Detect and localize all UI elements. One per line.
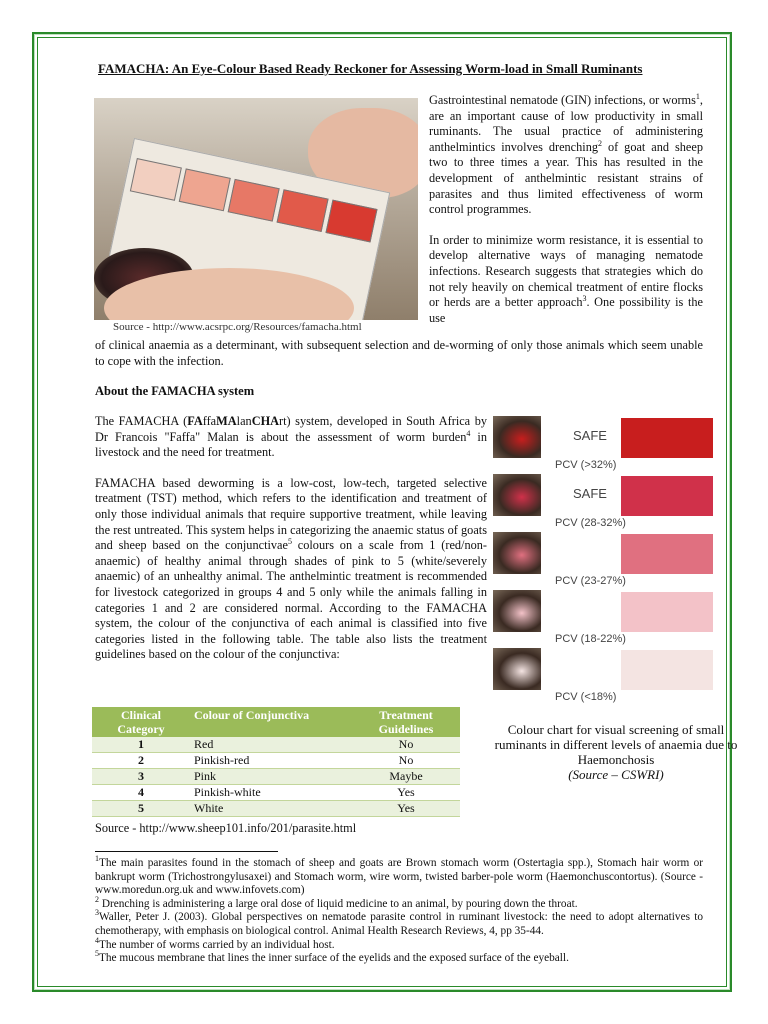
document-title: FAMACHA: An Eye-Colour Based Ready Reckoner for Assessing Worm-load in Small Ruminants bbox=[98, 61, 643, 76]
cell-category: 5 bbox=[92, 801, 190, 817]
pcv-label: PCV (28-32%) bbox=[555, 517, 626, 529]
text-run: rt bbox=[279, 414, 287, 428]
footnote-ref: 4 bbox=[466, 428, 471, 438]
colour-chart-row bbox=[493, 474, 719, 532]
intro-paragraph-2 bbox=[429, 233, 703, 327]
intro-continuation: of clinical anaemia as a determinant, with subsequent selection and de-worming of only those animals which seem unable to cope with the infection. bbox=[95, 338, 703, 368]
text-run: ) system, developed in South Africa by Dr Francois "Faffa" Malan is about the assessment of worm burden bbox=[95, 414, 487, 444]
colour-swatch bbox=[621, 650, 713, 690]
cell-guideline: No bbox=[352, 737, 460, 753]
colour-chart-row bbox=[493, 590, 719, 648]
pcv-label: PCV (>32%) bbox=[555, 459, 617, 471]
text-run: lan bbox=[236, 414, 252, 428]
intro-text bbox=[429, 93, 703, 341]
colour-swatch bbox=[621, 418, 713, 458]
table-source: Source - http://www.sheep101.info/201/parasite.html bbox=[95, 821, 357, 835]
footnote-ref: 5 bbox=[287, 537, 292, 547]
footnote bbox=[95, 895, 703, 912]
text-run: . One possibility is the use bbox=[429, 295, 703, 325]
pcv-label: PCV (23-27%) bbox=[555, 575, 626, 587]
colour-swatch bbox=[621, 476, 713, 516]
colour-chart-row bbox=[493, 532, 719, 590]
colour-swatch bbox=[621, 592, 713, 632]
text-run: colours on a scale from 1 (red/non-anaemic) of healthy animal through shades of pink to 5 (white/severely anaemic) of an unhealthy animal. The anthelmintic treatment is recommended for livestock categorized in groups 4 and 5 only while the animals falling in categories 1 and 2 are considered normal. According to the FAMACHA system, the colour of the conjunctiva of each animal is classified into five categories listed in the following table. The table also lists the treatment guidelines based on the colour of the conjunctiva: bbox=[95, 538, 488, 662]
footnote bbox=[95, 949, 703, 966]
safe-label: SAFE bbox=[573, 486, 607, 501]
cell-colour: Red bbox=[190, 737, 352, 753]
cell-category: 4 bbox=[92, 785, 190, 801]
footnote-ref: 3 bbox=[582, 294, 587, 304]
conjunctiva-photo bbox=[493, 648, 541, 690]
footnote-ref: 2 bbox=[598, 138, 603, 148]
footnote-number: 3 bbox=[95, 908, 99, 918]
footnote-text: The main parasites found in the stomach of sheep and goats are Brown stomach worm (Ostertagia spp.), Stomach hair worm or bankrupt worm (Trichostrongylusaxei) and Stomach worm, wire worm, twisted barber-pole worm (Haemonchuscontortus). (Source - www.moredun.org.uk and www.infovets.com) bbox=[95, 857, 703, 897]
footnote bbox=[95, 854, 703, 898]
card-swatch bbox=[277, 189, 329, 232]
footnote-text: Waller, Peter J. (2003). Global perspectives on nematode parasite control in ruminant livestock: the need to adopt alternatives to chemotherapy, with emphasis on biological control. Animal Health Research Reviews, 4, pp 35-44. bbox=[95, 911, 703, 937]
footnote-number: 2 bbox=[95, 895, 99, 905]
text-run: FAMACHA based deworming is a low-cost, low-tech, targeted selective treatment (TST) method, which refers to the identification and treatment of only those individual animals that require supportive treatment, while leaving the rest untreated. This system helps in categorizing the anaemic status of goats and sheep based on the conjunctivae bbox=[95, 475, 487, 553]
table-row bbox=[92, 769, 460, 785]
colour-chart-row bbox=[493, 648, 719, 706]
intro-paragraph-1 bbox=[429, 93, 703, 218]
footnote-divider bbox=[95, 851, 278, 852]
about-paragraph-1 bbox=[95, 414, 487, 461]
about-heading: About the FAMACHA system bbox=[95, 384, 255, 398]
table-row bbox=[92, 785, 460, 801]
text-run: The FAMACHA ( bbox=[95, 414, 188, 428]
cell-colour: Pink bbox=[190, 769, 352, 785]
header-colour-of-conjunctiva: Colour of Conjunctiva bbox=[190, 707, 352, 737]
card-swatch bbox=[325, 200, 377, 243]
caption-source: (Source – CSWRI) bbox=[568, 767, 664, 782]
footnote-ref: 1 bbox=[695, 91, 700, 101]
text-run: in livestock and the need for treatment. bbox=[95, 429, 487, 460]
about-paragraph-2 bbox=[95, 476, 487, 663]
cell-guideline: Yes bbox=[352, 785, 460, 801]
text-run: of goat and sheep two to three times a year. This has resulted in the development of anthelmintic resistant strains of parasites and thus limited effectiveness of worm control programmes. bbox=[429, 139, 704, 217]
footnotes bbox=[95, 854, 703, 966]
text-run: ffa bbox=[202, 414, 217, 428]
about-text bbox=[95, 414, 487, 678]
caption-text: Colour chart for visual screening of small ruminants in different levels of anaemia due to Haemonchosis bbox=[494, 722, 738, 767]
colour-chart bbox=[493, 416, 719, 706]
table-row bbox=[92, 737, 460, 753]
text-run: , are an important cause of low productivity in small ruminants. The usual practice of administering anthelmintics involves drenching bbox=[429, 93, 703, 154]
cell-category: 3 bbox=[92, 769, 190, 785]
footnote-number: 1 bbox=[95, 854, 99, 864]
text-run: MA bbox=[216, 414, 237, 428]
cell-colour: White bbox=[190, 801, 352, 817]
table-row bbox=[92, 801, 460, 817]
treatment-table bbox=[92, 707, 460, 817]
cell-category: 2 bbox=[92, 753, 190, 769]
cell-category: 1 bbox=[92, 737, 190, 753]
footnote-number: 4 bbox=[95, 935, 99, 945]
text-run: CHA bbox=[251, 414, 280, 428]
conjunctiva-photo bbox=[493, 590, 541, 632]
cell-guideline: Maybe bbox=[352, 769, 460, 785]
pcv-label: PCV (18-22%) bbox=[555, 633, 626, 645]
pcv-label: PCV (<18%) bbox=[555, 691, 617, 703]
text-run: Gastrointestinal nematode (GIN) infections, or worms bbox=[429, 93, 696, 107]
footnote bbox=[95, 935, 703, 953]
footnote-number: 5 bbox=[95, 949, 99, 959]
header-clinical-category: Clinical Category bbox=[92, 707, 190, 737]
card-swatch bbox=[179, 168, 231, 211]
colour-chart-row bbox=[493, 416, 719, 474]
footnote-text: The mucous membrane that lines the inner surface of the eyelids and the exposed surface of the eyeball. bbox=[99, 952, 569, 965]
text-run: In order to minimize worm resistance, it is essential to develop alternative ways of managing nematode infections. Research suggests that strategies which do not rely heavily on chemical treatment of entire flocks or herds are a better approach bbox=[429, 232, 703, 310]
card-swatch bbox=[130, 158, 182, 201]
colour-chart-caption bbox=[493, 722, 739, 782]
header-treatment-guidelines: Treatment Guidelines bbox=[352, 707, 460, 737]
cell-colour: Pinkish-red bbox=[190, 753, 352, 769]
footnote-text: The number of worms carried by an individual host. bbox=[99, 938, 335, 951]
footnote bbox=[95, 908, 703, 938]
famacha-card-photo bbox=[94, 98, 418, 320]
cell-colour: Pinkish-white bbox=[190, 785, 352, 801]
table-row bbox=[92, 753, 460, 769]
text-run: FA bbox=[187, 414, 203, 428]
card-swatch bbox=[228, 179, 280, 222]
conjunctiva-photo bbox=[493, 532, 541, 574]
footnote-text: Drenching is administering a large oral dose of liquid medicine to an animal, by pouring down the throat. bbox=[99, 897, 578, 910]
conjunctiva-photo bbox=[493, 474, 541, 516]
conjunctiva-photo bbox=[493, 416, 541, 458]
safe-label: SAFE bbox=[573, 428, 607, 443]
colour-swatch bbox=[621, 534, 713, 574]
table-header-row bbox=[92, 707, 460, 737]
cell-guideline: No bbox=[352, 753, 460, 769]
cell-guideline: Yes bbox=[352, 801, 460, 817]
photo-caption: Source - http://www.acsrpc.org/Resources/famacha.html bbox=[113, 321, 362, 333]
